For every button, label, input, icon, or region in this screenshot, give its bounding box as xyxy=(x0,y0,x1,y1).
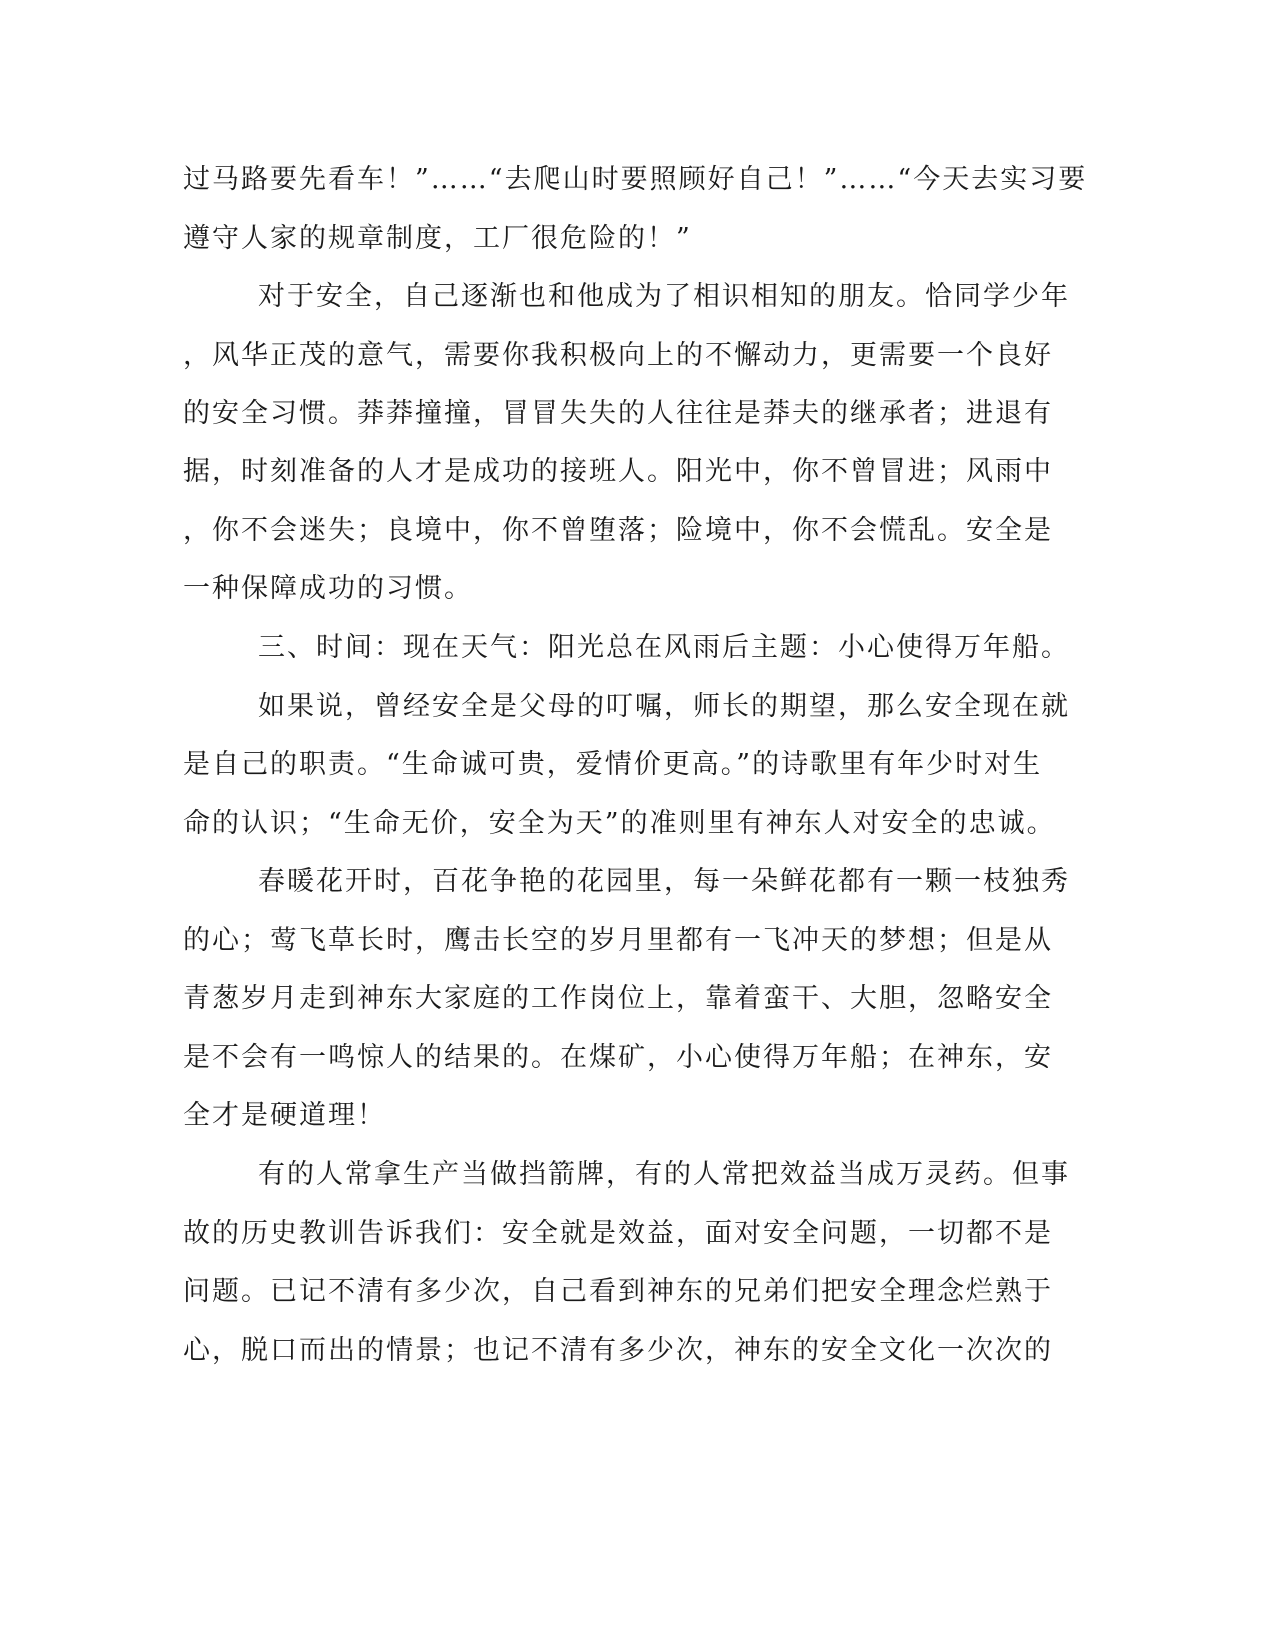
text-line: 是自己的职责。“生命诚可贵，爱情价更高。”的诗歌里有年少时对生 xyxy=(183,749,1043,780)
text-line: 遵守人家的规章制度，工厂很危险的！” xyxy=(183,223,692,254)
text-line: 的心；莺飞草长时，鹰击长空的岁月里都有一飞冲天的梦想；但是从 xyxy=(183,925,1053,956)
text-line: 过马路要先看车！”……“去爬山时要照顾好自己！”……“今天去实习要 xyxy=(183,164,1088,195)
text-line: 全才是硬道理！ xyxy=(183,1100,386,1131)
text-line: 是不会有一鸣惊人的结果的。在煤矿，小心使得万年船；在神东，安 xyxy=(183,1042,1053,1073)
paragraph-first-line: 春暖花开时，百花争艳的花园里，每一朵鲜花都有一颗一枝独秀 xyxy=(258,866,1070,897)
text-line: 的安全习惯。莽莽撞撞，冒冒失失的人往往是莽夫的继承者；进退有 xyxy=(183,398,1053,429)
text-line: ，风华正茂的意气，需要你我积极向上的不懈动力，更需要一个良好 xyxy=(183,340,1053,371)
text-line: ，你不会迷失；良境中，你不曾堕落；险境中，你不会慌乱。安全是 xyxy=(183,515,1053,546)
text-line: 心，脱口而出的情景；也记不清有多少次，神东的安全文化一次次的 xyxy=(183,1335,1053,1366)
text-line: 命的认识；“生命无价，安全为天”的准则里有神东人对安全的忠诚。 xyxy=(183,808,1056,839)
text-line: 问题。已记不清有多少次，自己看到神东的兄弟们把安全理念烂熟于 xyxy=(183,1276,1053,1307)
paragraph-first-line: 对于安全，自己逐渐也和他成为了相识相知的朋友。恰同学少年 xyxy=(258,281,1070,312)
text-line: 一种保障成功的习惯。 xyxy=(183,573,473,604)
text-line: 据，时刻准备的人才是成功的接班人。阳光中，你不曾冒进；风雨中 xyxy=(183,456,1053,487)
text-line: 故的历史教训告诉我们：安全就是效益，面对安全问题，一切都不是 xyxy=(183,1218,1053,1249)
text-line: 青葱岁月走到神东大家庭的工作岗位上，靠着蛮干、大胆，忽略安全 xyxy=(183,983,1053,1014)
paragraph-first-line: 如果说，曾经安全是父母的叮嘱，师长的期望，那么安全现在就 xyxy=(258,691,1070,722)
paragraph-first-line: 有的人常拿生产当做挡箭牌，有的人常把效益当成万灵药。但事 xyxy=(258,1159,1070,1190)
section-heading: 三、时间：现在天气：阳光总在风雨后主题：小心使得万年船。 xyxy=(258,632,1070,663)
